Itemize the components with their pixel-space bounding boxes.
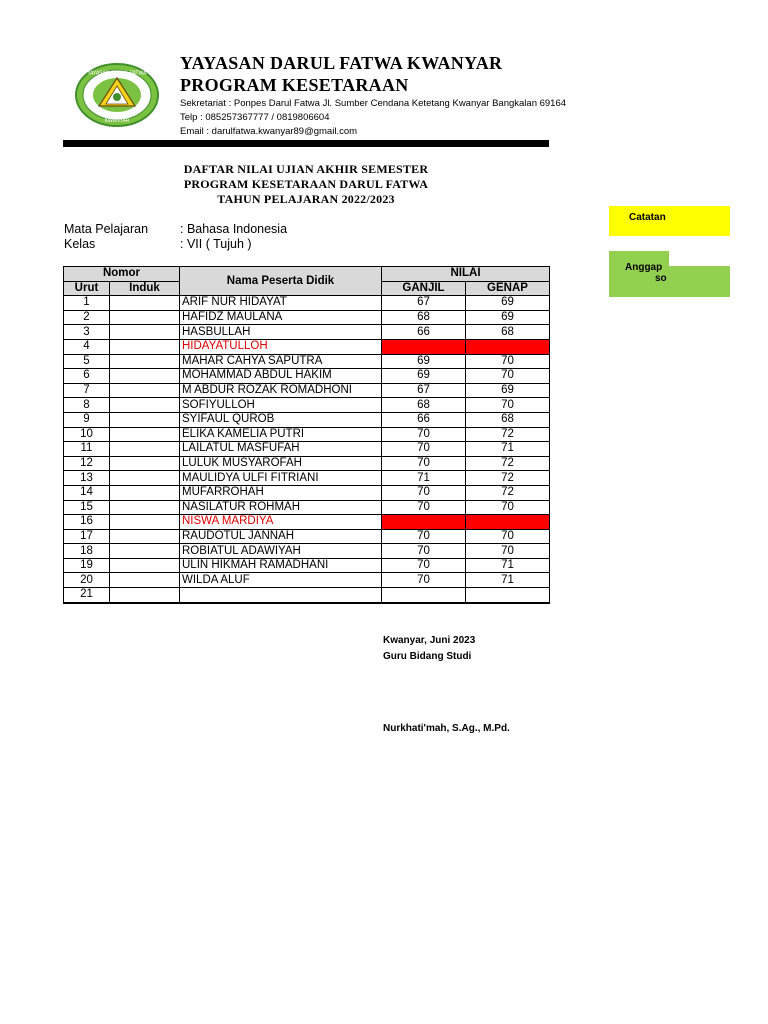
grades-table	[63, 266, 550, 604]
cell-induk	[110, 471, 180, 486]
cell-genap: 72	[466, 485, 550, 500]
cell-urut: 13	[64, 471, 110, 486]
cell-genap: 72	[466, 471, 550, 486]
cell-student-name: NISWA MARDIYA	[180, 515, 382, 530]
table-row	[64, 558, 550, 573]
logo-text-top: YAYASAN DARUL FATWA	[87, 70, 147, 77]
class-value: : VII ( Tujuh )	[180, 237, 252, 251]
cell-ganjil: 66	[382, 412, 466, 427]
cell-ganjil: 69	[382, 354, 466, 369]
cell-urut: 15	[64, 500, 110, 515]
table-row	[64, 383, 550, 398]
header-nilai: NILAI	[382, 267, 550, 282]
cell-induk	[110, 325, 180, 340]
cell-urut: 21	[64, 588, 110, 603]
note-yellow-text: Catatan	[629, 212, 666, 223]
cell-genap	[466, 339, 550, 354]
document-title-line2: PROGRAM KESETARAAN DARUL FATWA	[183, 177, 429, 191]
header-student-name: Nama Peserta Didik	[180, 267, 382, 296]
cell-genap: 70	[466, 354, 550, 369]
cell-genap	[466, 588, 550, 603]
table-row	[64, 588, 550, 603]
grades-table-body	[64, 296, 550, 603]
cell-urut: 11	[64, 442, 110, 457]
header-nomor: Nomor	[64, 267, 180, 282]
cell-urut: 6	[64, 369, 110, 384]
cell-induk	[110, 515, 180, 530]
cell-induk	[110, 456, 180, 471]
cell-genap: 70	[466, 529, 550, 544]
cell-induk	[110, 558, 180, 573]
cell-student-name: M ABDUR ROZAK ROMADHONI	[180, 383, 382, 398]
cell-student-name: ARIF NUR HIDAYAT	[180, 296, 382, 311]
cell-urut: 2	[64, 310, 110, 325]
cell-ganjil: 70	[382, 500, 466, 515]
signature-role: Guru Bidang Studi	[383, 651, 472, 662]
document-title-line1: DAFTAR NILAI UJIAN AKHIR SEMESTER	[183, 162, 429, 176]
table-row	[64, 442, 550, 457]
cell-ganjil: 70	[382, 442, 466, 457]
cell-induk	[110, 500, 180, 515]
cell-student-name: ROBIATUL ADAWIYAH	[180, 544, 382, 559]
note-yellow	[609, 206, 730, 236]
cell-student-name: MUFARROHAH	[180, 485, 382, 500]
foundation-logo-icon	[74, 62, 160, 128]
cell-urut: 8	[64, 398, 110, 413]
cell-urut: 12	[64, 456, 110, 471]
cell-genap: 69	[466, 383, 550, 398]
cell-student-name: HAFIDZ MAULANA	[180, 310, 382, 325]
org-name-line2: PROGRAM KESETARAAN	[180, 75, 409, 95]
cell-induk	[110, 485, 180, 500]
signature-place-date: Kwanyar, Juni 2023	[383, 635, 476, 646]
contact-address: Sekretariat : Ponpes Darul Fatwa Jl. Sumber Cendana Ketetang Kwanyar Bangkalan 69164	[180, 98, 567, 109]
cell-genap: 72	[466, 427, 550, 442]
cell-induk	[110, 296, 180, 311]
table-row	[64, 325, 550, 340]
cell-ganjil: 70	[382, 573, 466, 588]
cell-student-name: HIDAYATULLOH	[180, 339, 382, 354]
table-row	[64, 529, 550, 544]
cell-ganjil: 70	[382, 529, 466, 544]
header-induk: Induk	[110, 281, 180, 296]
note-green-text-2: so	[655, 273, 667, 284]
cell-urut: 14	[64, 485, 110, 500]
cell-induk	[110, 383, 180, 398]
table-row	[64, 412, 550, 427]
logo-text-bottom: KWANYAR	[104, 118, 130, 124]
table-row	[64, 354, 550, 369]
cell-student-name: LULUK MUSYAROFAH	[180, 456, 382, 471]
cell-genap: 68	[466, 412, 550, 427]
cell-ganjil: 70	[382, 427, 466, 442]
cell-ganjil	[382, 515, 466, 530]
cell-student-name: SOFIYULLOH	[180, 398, 382, 413]
cell-induk	[110, 427, 180, 442]
cell-ganjil: 71	[382, 471, 466, 486]
cell-induk	[110, 573, 180, 588]
subject-value: : Bahasa Indonesia	[180, 222, 288, 236]
table-row	[64, 398, 550, 413]
cell-induk	[110, 442, 180, 457]
cell-student-name: SYIFAUL QUROB	[180, 412, 382, 427]
cell-genap: 70	[466, 369, 550, 384]
cell-student-name	[180, 588, 382, 603]
cell-genap: 69	[466, 310, 550, 325]
cell-student-name: LAILATUL MASFUFAH	[180, 442, 382, 457]
cell-genap: 71	[466, 558, 550, 573]
cell-genap: 70	[466, 544, 550, 559]
cell-induk	[110, 588, 180, 603]
contact-email: Email : darulfatwa.kwanyar89@gmail.com	[180, 126, 358, 137]
cell-genap: 70	[466, 398, 550, 413]
cell-induk	[110, 339, 180, 354]
table-row	[64, 471, 550, 486]
cell-induk	[110, 412, 180, 427]
cell-ganjil	[382, 339, 466, 354]
table-row	[64, 427, 550, 442]
cell-urut: 20	[64, 573, 110, 588]
cell-urut: 7	[64, 383, 110, 398]
cell-ganjil: 67	[382, 296, 466, 311]
cell-urut: 5	[64, 354, 110, 369]
cell-induk	[110, 310, 180, 325]
cell-student-name: MOHAMMAD ABDUL HAKIM	[180, 369, 382, 384]
cell-urut: 18	[64, 544, 110, 559]
cell-urut: 9	[64, 412, 110, 427]
cell-genap: 71	[466, 442, 550, 457]
cell-genap: 69	[466, 296, 550, 311]
cell-ganjil: 70	[382, 456, 466, 471]
contact-phone: Telp : 085257367777 / 0819806604	[180, 112, 330, 123]
cell-genap: 68	[466, 325, 550, 340]
cell-induk	[110, 369, 180, 384]
cell-student-name: ELIKA KAMELIA PUTRI	[180, 427, 382, 442]
cell-urut: 3	[64, 325, 110, 340]
cell-ganjil: 69	[382, 369, 466, 384]
cell-ganjil: 70	[382, 544, 466, 559]
cell-ganjil: 70	[382, 558, 466, 573]
table-row	[64, 500, 550, 515]
cell-student-name: ULIN HIKMAH RAMADHANI	[180, 558, 382, 573]
cell-genap: 70	[466, 500, 550, 515]
table-row	[64, 456, 550, 471]
cell-urut: 4	[64, 339, 110, 354]
cell-genap: 71	[466, 573, 550, 588]
cell-student-name: MAHAR CAHYA SAPUTRA	[180, 354, 382, 369]
signature-name: Nurkhati'mah, S.Ag., M.Pd.	[383, 723, 510, 734]
letterhead-divider	[63, 140, 549, 147]
cell-student-name: NASILATUR ROHMAH	[180, 500, 382, 515]
cell-urut: 16	[64, 515, 110, 530]
note-green-text-1: Anggap	[625, 262, 663, 273]
table-row	[64, 296, 550, 311]
cell-ganjil: 67	[382, 383, 466, 398]
table-row	[64, 573, 550, 588]
cell-induk	[110, 354, 180, 369]
cell-genap	[466, 515, 550, 530]
cell-urut: 19	[64, 558, 110, 573]
table-row	[64, 515, 550, 530]
table-row	[64, 369, 550, 384]
cell-ganjil	[382, 588, 466, 603]
cell-ganjil: 68	[382, 398, 466, 413]
note-green	[609, 251, 730, 297]
cell-ganjil: 68	[382, 310, 466, 325]
cell-student-name: HASBULLAH	[180, 325, 382, 340]
org-name-line1: YAYASAN DARUL FATWA KWANYAR	[180, 53, 503, 73]
cell-ganjil: 70	[382, 485, 466, 500]
cell-urut: 17	[64, 529, 110, 544]
table-row	[64, 339, 550, 354]
table-row	[64, 544, 550, 559]
table-row	[64, 310, 550, 325]
cell-student-name: RAUDOTUL JANNAH	[180, 529, 382, 544]
cell-induk	[110, 544, 180, 559]
header-ganjil: GANJIL	[382, 281, 466, 296]
table-row	[64, 485, 550, 500]
cell-student-name: WILDA ALUF	[180, 573, 382, 588]
class-label: Kelas	[64, 237, 96, 251]
subject-label: Mata Pelajaran	[64, 222, 149, 236]
cell-induk	[110, 529, 180, 544]
cell-urut: 10	[64, 427, 110, 442]
header-urut: Urut	[64, 281, 110, 296]
cell-student-name: MAULIDYA ULFI FITRIANI	[180, 471, 382, 486]
cell-ganjil: 66	[382, 325, 466, 340]
header-genap: GENAP	[466, 281, 550, 296]
cell-genap: 72	[466, 456, 550, 471]
cell-induk	[110, 398, 180, 413]
document-title-line3: TAHUN PELAJARAN 2022/2023	[217, 192, 395, 206]
cell-urut: 1	[64, 296, 110, 311]
